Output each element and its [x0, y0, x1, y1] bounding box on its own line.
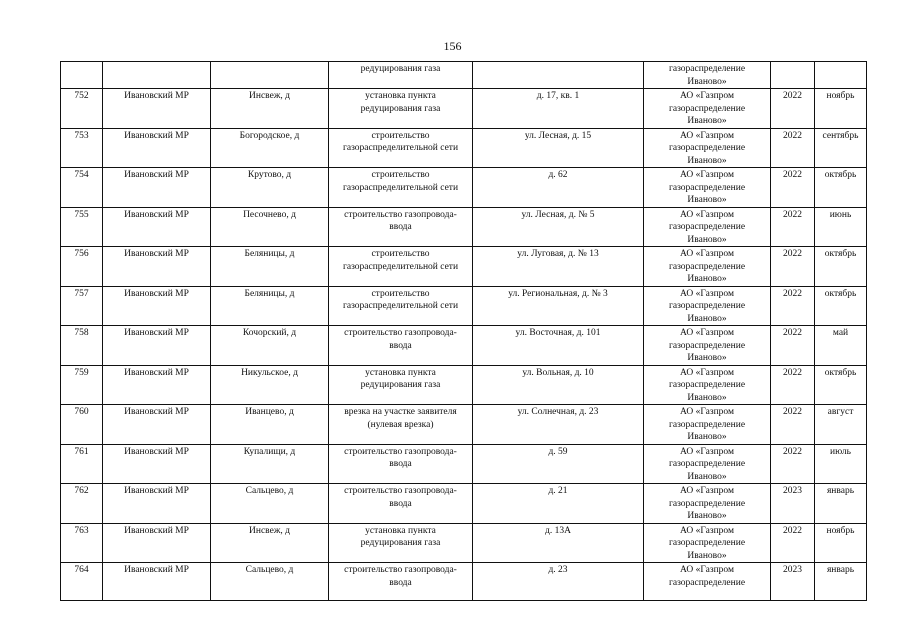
organization-line: Иваново» — [687, 195, 727, 205]
year-cell: 2022 — [771, 128, 815, 168]
organization-cell — [644, 326, 771, 366]
organization-line: АО «Газпром — [679, 367, 734, 378]
work-type-line: редуцирования газа — [360, 538, 441, 548]
organization-line: газораспределение — [668, 419, 746, 430]
table-row — [61, 365, 867, 405]
organization-line: Иваново» — [687, 432, 727, 442]
page-number: 156 — [443, 39, 462, 53]
row-number-cell: 752 — [61, 89, 103, 129]
organization-cell — [644, 444, 771, 484]
organization-cell — [644, 62, 771, 89]
work-type-line: строительство газопровода- — [344, 209, 457, 220]
address-cell: д. 23 — [473, 563, 644, 601]
organization-cell — [644, 128, 771, 168]
work-type-line: строительство газопровода- — [344, 328, 457, 338]
organization-line: АО «Газпром — [679, 170, 734, 180]
organization-cell — [644, 405, 771, 445]
organization-line: АО «Газпром — [679, 486, 734, 496]
table-row — [61, 523, 867, 563]
organization-line: газораспределение — [668, 380, 746, 390]
year-cell: 2022 — [771, 365, 815, 405]
district-cell: Ивановский МР — [103, 168, 211, 208]
address-cell: ул. Вольная, д. 10 — [473, 365, 644, 405]
settlement-cell: Никульское, д — [211, 365, 329, 405]
address-cell — [473, 62, 644, 89]
table-row — [61, 326, 867, 366]
month-cell: январь — [815, 563, 867, 601]
year-cell: 2022 — [771, 286, 815, 326]
organization-line: газораспределение — [668, 577, 746, 588]
work-type-line: врезка на участке заявителя — [344, 407, 457, 417]
organization-line: АО «Газпром — [679, 91, 734, 101]
month-cell: январь — [815, 484, 867, 524]
work-type-line: газораспределительной сети — [342, 301, 459, 311]
organization-line: газораспределение — [668, 498, 746, 509]
settlement-cell: Купалищи, д — [211, 444, 329, 484]
settlement-cell: Кочорский, д — [211, 326, 329, 366]
row-number-cell: 758 — [61, 326, 103, 366]
organization-line: Иваново» — [687, 313, 727, 324]
address-cell: д. 21 — [473, 484, 644, 524]
settlement-cell: Песочнево, д — [211, 207, 329, 247]
month-cell: июль — [815, 444, 867, 484]
work-type-line: строительство газопровода- — [344, 446, 457, 457]
year-cell: 2023 — [771, 484, 815, 524]
table-row — [61, 168, 867, 208]
organization-line: газораспределение — [668, 340, 746, 351]
table-row — [61, 286, 867, 326]
work-type-cell — [329, 168, 473, 208]
organization-line: Иваново» — [687, 116, 727, 126]
year-cell: 2022 — [771, 247, 815, 287]
row-number-cell: 755 — [61, 207, 103, 247]
work-type-cell — [329, 247, 473, 287]
work-type-line: строительство газопровода- — [344, 565, 457, 575]
address-cell: д. 62 — [473, 168, 644, 208]
settlement-cell: Беляницы, д — [211, 247, 329, 287]
work-type-line: строительство — [371, 288, 430, 299]
organization-line: газораспределение — [668, 222, 746, 232]
work-type-line: редуцирования газа — [360, 103, 441, 114]
work-type-line: установка пункта — [365, 525, 436, 536]
row-number-cell: 760 — [61, 405, 103, 445]
work-type-cell — [329, 484, 473, 524]
month-cell: сентябрь — [815, 128, 867, 168]
table-row — [61, 128, 867, 168]
settlement-cell: Беляницы, д — [211, 286, 329, 326]
year-cell: 2023 — [771, 563, 815, 601]
settlement-cell: Иванцево, д — [211, 405, 329, 445]
month-cell: октябрь — [815, 168, 867, 208]
work-type-line: газораспределительной сети — [342, 143, 459, 153]
work-type-line: установка пункта — [365, 367, 436, 378]
year-cell: 2022 — [771, 326, 815, 366]
row-number-cell: 762 — [61, 484, 103, 524]
organization-line: Иваново» — [687, 511, 727, 521]
organization-line: АО «Газпром — [679, 209, 734, 220]
address-cell: д. 59 — [473, 444, 644, 484]
year-cell: 2022 — [771, 207, 815, 247]
district-cell: Ивановский МР — [103, 89, 211, 129]
district-cell: Ивановский МР — [103, 523, 211, 563]
organization-line: газораспределение — [668, 103, 746, 114]
work-type-cell — [329, 286, 473, 326]
work-type-line: редуцирования газа — [360, 380, 441, 390]
organization-cell — [644, 168, 771, 208]
organization-cell — [644, 89, 771, 129]
address-cell: ул. Региональная, д. № 3 — [473, 286, 644, 326]
organization-line: Иваново» — [687, 550, 727, 561]
month-cell: ноябрь — [815, 89, 867, 129]
organization-line: АО «Газпром — [679, 249, 734, 259]
settlement-cell: Сальцево, д — [211, 484, 329, 524]
district-cell: Ивановский МР — [103, 326, 211, 366]
table-row — [61, 484, 867, 524]
table-body — [61, 62, 867, 601]
work-type-line: ввода — [389, 498, 412, 509]
organization-line: Иваново» — [687, 234, 727, 245]
work-type-cell — [329, 62, 473, 89]
organization-cell — [644, 523, 771, 563]
district-cell: Ивановский МР — [103, 405, 211, 445]
year-cell: 2022 — [771, 405, 815, 445]
work-type-line: строительство газопровода- — [344, 486, 457, 496]
district-cell: Ивановский МР — [103, 128, 211, 168]
address-cell: д. 17, кв. 1 — [473, 89, 644, 129]
organization-line: газораспределение — [668, 261, 746, 272]
table-row — [61, 563, 867, 601]
work-type-line: ввода — [389, 222, 412, 232]
work-type-line: строительство — [371, 249, 430, 259]
work-type-line: ввода — [389, 577, 412, 588]
month-cell — [815, 62, 867, 89]
settlement-cell — [211, 62, 329, 89]
work-type-cell — [329, 523, 473, 563]
settlement-cell: Богородское, д — [211, 128, 329, 168]
year-cell: 2022 — [771, 523, 815, 563]
organization-line: газораспределение — [668, 64, 746, 74]
row-number-cell: 753 — [61, 128, 103, 168]
settlement-cell: Сальцево, д — [211, 563, 329, 601]
organization-cell — [644, 365, 771, 405]
organization-line: Иваново» — [687, 471, 727, 482]
district-cell: Ивановский МР — [103, 286, 211, 326]
month-cell: август — [815, 405, 867, 445]
organization-line: газораспределение — [668, 301, 746, 311]
organization-cell — [644, 563, 771, 601]
work-type-cell — [329, 444, 473, 484]
address-cell: ул. Восточная, д. 101 — [473, 326, 644, 366]
work-type-cell — [329, 365, 473, 405]
address-cell: ул. Солнечная, д. 23 — [473, 405, 644, 445]
settlement-cell: Крутово, д — [211, 168, 329, 208]
organization-line: АО «Газпром — [679, 525, 734, 536]
address-cell: ул. Лесная, д. № 5 — [473, 207, 644, 247]
month-cell: ноябрь — [815, 523, 867, 563]
district-cell: Ивановский МР — [103, 365, 211, 405]
row-number-cell: 761 — [61, 444, 103, 484]
work-type-line: ввода — [389, 459, 412, 469]
organization-line: АО «Газпром — [679, 130, 734, 141]
organization-line: Иваново» — [687, 274, 727, 284]
month-cell: октябрь — [815, 365, 867, 405]
organization-line: газораспределение — [668, 538, 746, 548]
organization-line: газораспределение — [668, 459, 746, 469]
work-type-cell — [329, 128, 473, 168]
organization-line: Иваново» — [687, 353, 727, 363]
year-cell: 2022 — [771, 168, 815, 208]
month-cell: июнь — [815, 207, 867, 247]
table-row — [61, 405, 867, 445]
settlement-cell: Инсвеж, д — [211, 89, 329, 129]
work-type-line: газораспределительной сети — [342, 261, 459, 272]
month-cell: октябрь — [815, 247, 867, 287]
district-cell: Ивановский МР — [103, 563, 211, 601]
row-number-cell — [61, 62, 103, 89]
table-row — [61, 62, 867, 89]
year-cell: 2022 — [771, 89, 815, 129]
district-cell: Ивановский МР — [103, 444, 211, 484]
organization-line: газораспределение — [668, 143, 746, 153]
organization-line: АО «Газпром — [679, 565, 734, 575]
organization-line: Иваново» — [687, 155, 727, 166]
work-type-line: установка пункта — [365, 91, 436, 101]
address-cell: д. 13А — [473, 523, 644, 563]
address-cell: ул. Лесная, д. 15 — [473, 128, 644, 168]
year-cell — [771, 62, 815, 89]
address-cell: ул. Луговая, д. № 13 — [473, 247, 644, 287]
work-type-cell — [329, 563, 473, 601]
work-type-line: строительство — [371, 130, 430, 141]
organization-line: АО «Газпром — [679, 288, 734, 299]
work-type-cell — [329, 89, 473, 129]
month-cell: октябрь — [815, 286, 867, 326]
district-cell — [103, 62, 211, 89]
organization-line: Иваново» — [687, 392, 727, 403]
organization-cell — [644, 207, 771, 247]
organization-cell — [644, 484, 771, 524]
work-type-line: (нулевая врезка) — [367, 419, 434, 430]
table-row — [61, 207, 867, 247]
district-cell: Ивановский МР — [103, 247, 211, 287]
organization-line: АО «Газпром — [679, 407, 734, 417]
organization-cell — [644, 247, 771, 287]
table-row — [61, 444, 867, 484]
organization-line: газораспределение — [668, 182, 746, 193]
month-cell: май — [815, 326, 867, 366]
organization-cell — [644, 286, 771, 326]
gasification-table — [60, 61, 867, 601]
district-cell: Ивановский МР — [103, 484, 211, 524]
table-row — [61, 247, 867, 287]
organization-line: АО «Газпром — [679, 446, 734, 457]
work-type-cell — [329, 326, 473, 366]
settlement-cell: Инсвеж, д — [211, 523, 329, 563]
organization-line: Иваново» — [687, 76, 727, 87]
row-number-cell: 754 — [61, 168, 103, 208]
table-row — [61, 89, 867, 129]
work-type-line: редуцирования газа — [360, 64, 441, 74]
year-cell: 2022 — [771, 444, 815, 484]
organization-line: АО «Газпром — [679, 328, 734, 338]
work-type-line: строительство — [371, 170, 430, 180]
row-number-cell: 764 — [61, 563, 103, 601]
row-number-cell: 759 — [61, 365, 103, 405]
work-type-line: ввода — [389, 340, 412, 351]
work-type-line: газораспределительной сети — [342, 182, 459, 193]
row-number-cell: 763 — [61, 523, 103, 563]
work-type-cell — [329, 207, 473, 247]
row-number-cell: 756 — [61, 247, 103, 287]
row-number-cell: 757 — [61, 286, 103, 326]
work-type-cell — [329, 405, 473, 445]
district-cell: Ивановский МР — [103, 207, 211, 247]
